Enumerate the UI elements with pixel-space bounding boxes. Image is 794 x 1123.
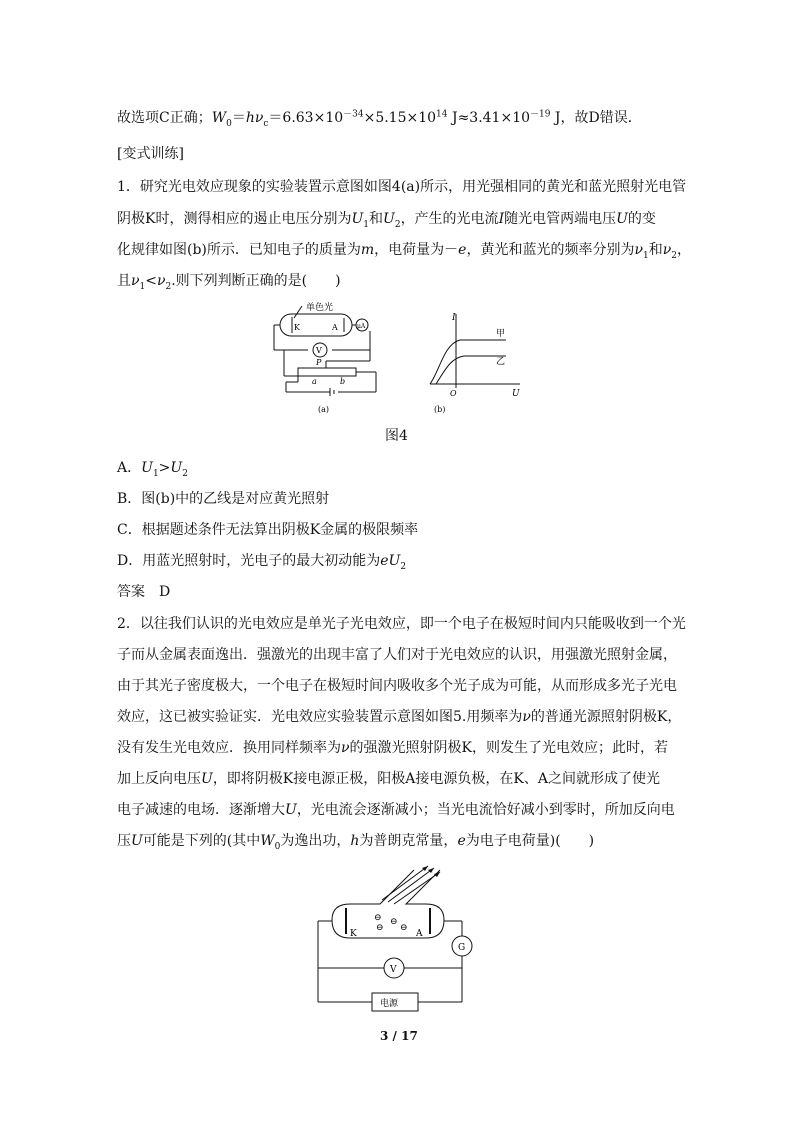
answer: 答案 D bbox=[117, 584, 171, 600]
text: 和 bbox=[369, 211, 384, 227]
text: 为电子电荷量)( ) bbox=[465, 833, 595, 849]
axis-u: U bbox=[512, 389, 520, 399]
q2-line-2: 子而从金属表面逸出．强激光的出现丰富了人们对于光电效应的认识，用强激光照射金属， bbox=[117, 647, 677, 663]
text: e bbox=[458, 242, 467, 258]
text: ，电荷量为－ bbox=[374, 242, 459, 258]
text: 2 bbox=[165, 281, 172, 292]
q2-line-8 bbox=[117, 831, 594, 851]
text: ＝ bbox=[231, 110, 246, 126]
option-a bbox=[117, 458, 188, 478]
label-yi: 乙 bbox=[496, 357, 506, 367]
text: 1 bbox=[152, 468, 159, 479]
q2-line-7 bbox=[117, 800, 675, 820]
text: m bbox=[360, 242, 375, 258]
label-voltmeter: V bbox=[390, 965, 397, 975]
text: J≈3.41×10 bbox=[447, 110, 531, 126]
text: 的变 bbox=[627, 211, 656, 227]
electron-1: ⊖ bbox=[374, 913, 382, 923]
text: < bbox=[145, 273, 157, 289]
text: 2 bbox=[400, 561, 407, 572]
text: 随光电管两端电压 bbox=[504, 211, 617, 227]
text: ＝6.63×10 bbox=[268, 110, 344, 126]
text: W bbox=[260, 833, 275, 849]
text: ν bbox=[131, 273, 140, 289]
text: U bbox=[141, 460, 153, 476]
text: U bbox=[351, 211, 364, 227]
caption-b: (b) bbox=[434, 405, 446, 414]
text: W bbox=[211, 110, 227, 126]
q1-line-4 bbox=[117, 271, 341, 291]
text: U bbox=[131, 833, 143, 849]
text: 为普朗克常量， bbox=[359, 833, 458, 849]
label-cathode-k: K bbox=[350, 929, 357, 939]
text: e bbox=[457, 833, 466, 849]
text: J，故D错误． bbox=[550, 110, 642, 126]
text: U bbox=[616, 211, 628, 227]
q2-line-5 bbox=[117, 738, 668, 758]
text: U bbox=[170, 460, 183, 476]
text: 阴极K时，测得相应的遏止电压分别为 bbox=[117, 211, 352, 227]
q1-line-3 bbox=[117, 240, 691, 260]
figure-4-caption: 图4 bbox=[385, 428, 408, 444]
electron-2: ⊖ bbox=[390, 917, 398, 927]
label-light: 单色光 bbox=[306, 303, 334, 313]
text: .则下列判断正确的是( ) bbox=[171, 273, 341, 289]
text: ν bbox=[341, 740, 350, 756]
text: h bbox=[350, 833, 360, 849]
label-galvanometer: G bbox=[458, 943, 466, 953]
label-power-supply: 电源 bbox=[380, 999, 399, 1009]
label-p: P bbox=[316, 358, 322, 367]
text: ， bbox=[676, 242, 691, 258]
text: c bbox=[263, 118, 269, 129]
q2-line-4 bbox=[117, 707, 681, 727]
q2-line-3: 由于其光子密度极大，一个电子在极短时间内吸收多个光子成为可能，从而形成多光子光电 bbox=[117, 678, 677, 694]
text: 且 bbox=[117, 273, 131, 289]
label-jia: 甲 bbox=[496, 329, 506, 339]
text: e bbox=[380, 553, 389, 569]
text: 效应，这已被实验证实．光电效应实验装置示意图如图5.用频率为 bbox=[117, 709, 523, 725]
text: 14 bbox=[436, 109, 448, 120]
text: 压 bbox=[117, 833, 131, 849]
text: ，黄光和蓝光的频率分别为 bbox=[466, 242, 635, 258]
text: ，即将阴极K接电源正极，阳极A接电源负极，在K、A之间就形成了使光 bbox=[212, 771, 660, 787]
axis-i: I bbox=[452, 313, 456, 323]
text: hν bbox=[245, 110, 264, 126]
text: U bbox=[383, 211, 395, 227]
text: U bbox=[285, 802, 297, 818]
label-a-end: a bbox=[312, 377, 317, 386]
text: 为逸出功， bbox=[280, 833, 351, 849]
origin: O bbox=[450, 389, 457, 398]
text: 加上反向电压 bbox=[117, 771, 201, 787]
label-k: K bbox=[294, 323, 300, 332]
section-title: [变式训练] bbox=[117, 146, 184, 162]
label-voltmeter: V bbox=[316, 346, 322, 355]
text: ν bbox=[634, 242, 643, 258]
text: 的普通光源照射阴极K， bbox=[530, 709, 682, 725]
text: > bbox=[158, 460, 171, 476]
text: ν bbox=[522, 709, 531, 725]
q1-line-2 bbox=[117, 209, 656, 229]
figure-4b-graph bbox=[420, 310, 530, 416]
q2-line-1: 2．以往我们认识的光电效应是单光子光电效应，即一个电子在极短时间内只能吸收到一个光 bbox=[117, 616, 686, 632]
text: A． bbox=[117, 460, 142, 476]
caption-a: (a) bbox=[318, 405, 330, 414]
text: 的强激光照射阴极K，则发生了光电效应；此时，若 bbox=[349, 740, 668, 756]
text: U bbox=[201, 771, 213, 787]
text: I bbox=[498, 211, 505, 227]
label-anode-a: A bbox=[416, 929, 423, 939]
text: －19 bbox=[530, 109, 551, 120]
text: 电子减速的电场．逐渐增大 bbox=[117, 802, 285, 818]
text: ，光电流会逐渐减小；当光电流恰好减小到零时，所加反向电 bbox=[296, 802, 675, 818]
text: 1 bbox=[642, 250, 649, 261]
text: 0 bbox=[274, 841, 281, 852]
option-c: C．根据题述条件无法算出阴极K金属的极限频率 bbox=[117, 522, 419, 538]
figure-4a-circuit bbox=[270, 298, 390, 416]
text: ×5.15×10 bbox=[363, 110, 437, 126]
label-a: A bbox=[332, 323, 338, 332]
option-b: B．图(b)中的乙线是对应黄光照射 bbox=[117, 491, 330, 507]
text: 化规律如图(b)所示．已知电子的质量为 bbox=[117, 242, 361, 258]
text: D．用蓝光照射时，光电子的最大初动能为 bbox=[117, 553, 381, 569]
text: ，产生的光电流 bbox=[400, 211, 499, 227]
text: 可能是下列的(其中 bbox=[142, 833, 261, 849]
intro-line bbox=[117, 108, 642, 128]
text: 2 bbox=[671, 250, 677, 261]
q2-line-6 bbox=[117, 769, 660, 789]
text: 0 bbox=[226, 118, 232, 129]
text: －34 bbox=[343, 109, 364, 120]
text: 1 bbox=[139, 281, 146, 292]
text: ν bbox=[662, 242, 672, 258]
text: 1 bbox=[363, 219, 370, 230]
text: 故选项C正确； bbox=[117, 110, 212, 126]
figure-5-circuit bbox=[310, 862, 485, 1020]
text: 2 bbox=[182, 468, 188, 479]
text: 2 bbox=[394, 219, 401, 230]
text: 和 bbox=[648, 242, 663, 258]
option-d bbox=[117, 551, 406, 571]
text: ν bbox=[156, 273, 166, 289]
label-b-end: b bbox=[340, 377, 346, 386]
electron-4: ⊖ bbox=[400, 923, 408, 933]
electron-3: ⊖ bbox=[376, 923, 384, 933]
text: 没有发生光电效应．换用同样频率为 bbox=[117, 740, 341, 756]
q1-line-1: 1．研究光电效应现象的实验装置示意图如图4(a)所示，用光强相同的黄光和蓝光照射光电管 bbox=[117, 179, 687, 195]
label-microammeter: μA bbox=[357, 323, 366, 330]
page-number: 3 / 17 bbox=[380, 1029, 418, 1043]
text: U bbox=[388, 553, 401, 569]
